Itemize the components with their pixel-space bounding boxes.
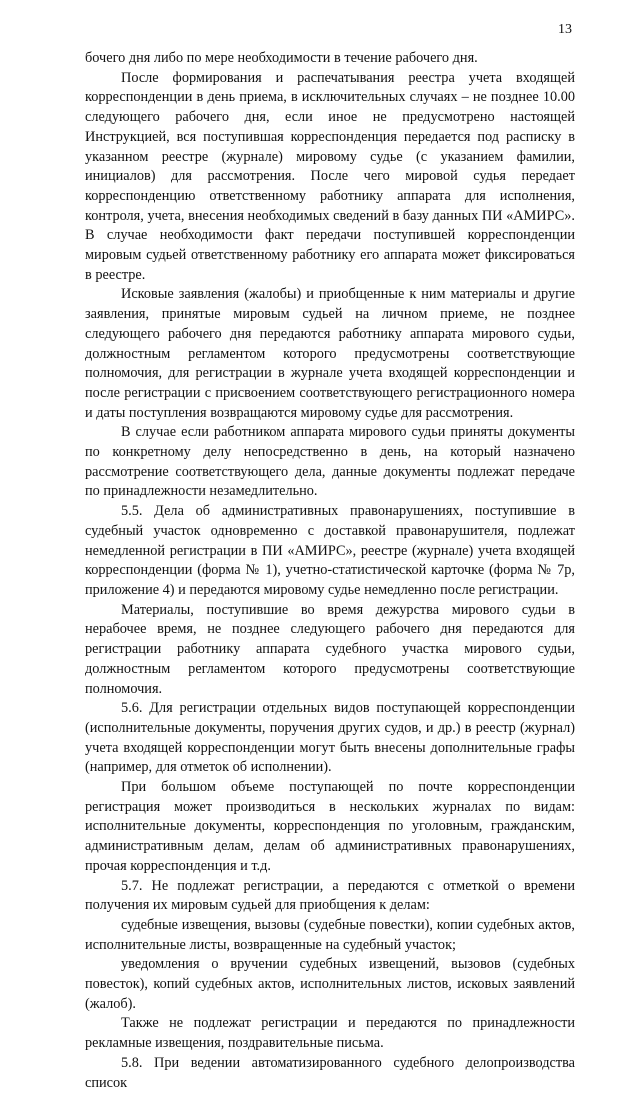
paragraph-continuation: бочего дня либо по мере необходимости в течение рабочего дня.	[85, 50, 478, 66]
paragraph-claims-personal-reception: Исковые заявления (жалобы) и приобщенные к ним материалы и другие заявления, принятые мировым судьей на личном приеме, не позднее следующего рабочего дня передаются работнику аппарата мирового судьи, должностным регламентом которого предусмотрены соответствующие полномочия, для регистрации в журнале учета входящей корреспонденции и после регистрации с присвоением соответствующего регистрационного номера и даты поступления возвращаются мировому судье для рассмотрения.	[85, 286, 575, 421]
paragraph-section-5-7: 5.7. Не подлежат регистрации, а передаются с отметкой о времени получения их мировым судьей для приобщения к делам:	[85, 877, 575, 914]
paragraph-advertising: Также не подлежат регистрации и передаются по принадлежности рекламные извещения, поздравительные письма.	[85, 1015, 575, 1052]
paragraph-same-day-documents: В случае если работником аппарата мирового судьи приняты документы по конкретному делу непосредственно в день, на который назначено рассмотрение соответствующего дела, данные документы подлежат передаче по принадлежности незамедлительно.	[85, 424, 575, 500]
paragraph-section-5-5: 5.5. Дела об административных правонарушениях, поступившие в судебный участок одновременно с доставкой правонарушителя, подлежат немедленной регистрации в ПИ «АМИРС», реестре (журнале) учета входящей корреспонденции (форма № 1), учетно-статистической карточке (форма № 7р, приложение 4) и передаются мировому судье немедленно после регистрации.	[85, 503, 575, 598]
paragraph-section-5-8: 5.8. При ведении автоматизированного судебного делопроизводства список	[85, 1054, 575, 1091]
paragraph-section-5-6: 5.6. Для регистрации отдельных видов поступающей корреспонденции (исполнительные документы, поручения других судов, и др.) в реестр (журнал) учета входящей корреспонденции могут быть внесены дополнительные графы (например, для отметок об исполнении).	[85, 700, 575, 776]
paragraph-multiple-journals: При большом объеме поступающей по почте корреспонденции регистрация может производиться в нескольких журналах по видам: исполнительные документы, корреспонденция по уголовным, гражданским, административным делам, делам об административных правонарушениях, прочая корреспонденция и т.д.	[85, 779, 575, 874]
paragraph-duty-materials: Материалы, поступившие во время дежурства мирового судьи в нерабочее время, не позднее следующего рабочего дня передаются для регистрации работнику аппарата судебного участка мирового судьи, должностным регламентом которого предусмотрены соответствующие полномочия.	[85, 601, 575, 697]
paragraph-court-notices: судебные извещения, вызовы (судебные повестки), копии судебных актов, исполнительные листы, возвращенные на судебный участок;	[85, 916, 575, 953]
page-number: 13	[558, 22, 572, 37]
paragraph-registry-transfer: После формирования и распечатывания реестра учета входящей корреспонденции в день приема, в исключительных случаях – не позднее 10.00 следующего рабочего дня, если иное не предусмотрено настоящей Инструкцией, вся поступившая корреспонденция передается под расписку в указанном реестре (журнале) мировому судье (с указанием фамилии, инициалов) для рассмотрения. После чего мировой судья передает корреспонденцию ответственному работнику аппарата для исполнения, контроля, учета, внесения необходимых сведений в базу данных ПИ «АМИРС». В случае необходимости факт передачи поступившей корреспонденции мировым судьей ответственному работнику его аппарата может фиксироваться в реестре.	[85, 69, 575, 283]
document-body	[85, 49, 575, 1093]
paragraph-delivery-notifications: уведомления о вручении судебных извещений, вызовов (судебных повесток), копий судебных актов, исполнительных листов, исковых заявлений (жалоб).	[85, 956, 575, 1012]
